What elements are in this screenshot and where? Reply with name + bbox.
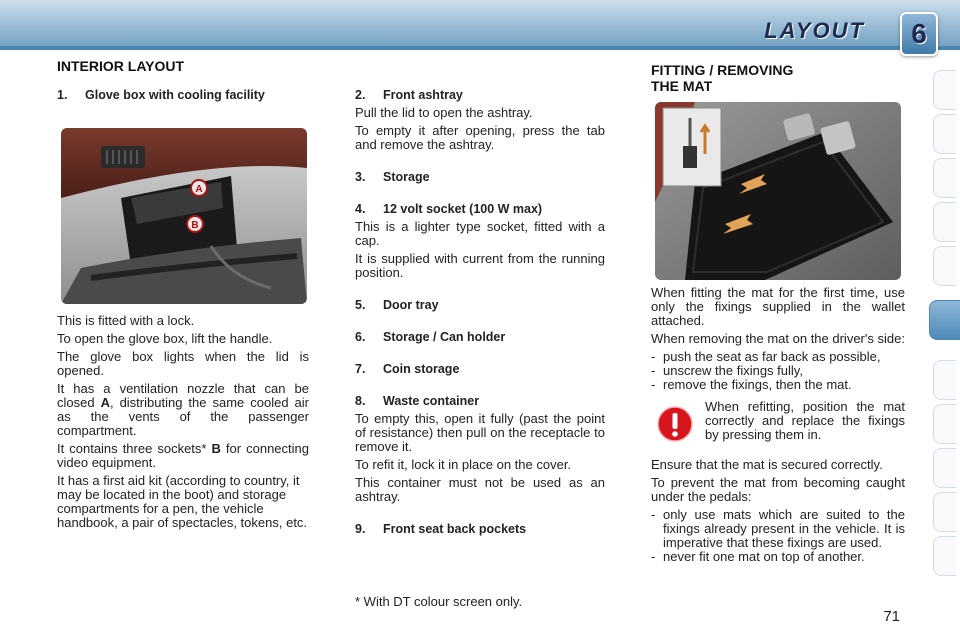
waste-para-no-ashtray: This container must not be used as an ashtray. [355, 475, 605, 504]
item-heading-seat-pockets: 9. Front seat back pockets [355, 522, 527, 536]
pedal-safety-list [651, 508, 905, 564]
column-fitting-mat [651, 62, 905, 568]
side-tab-1[interactable] [933, 70, 956, 110]
socket-para-supply: It is supplied with current from the running position. [355, 251, 605, 280]
page-header [0, 0, 960, 50]
item-heading-door-tray: 5. Door tray [355, 298, 439, 312]
column-interior-layout [57, 58, 309, 534]
warning-icon [657, 406, 693, 442]
side-tab-8[interactable] [933, 404, 956, 444]
item-heading-waste-container: 8. Waste container [355, 394, 480, 408]
list-item: - push the seat as far back as possible, [651, 350, 905, 364]
waste-para-empty: To empty this, open it fully (past the point of resistance) then pull on the receptacle to remove it. [355, 411, 605, 454]
glove-box-para-lock: This is fitted with a lock. [57, 313, 195, 328]
item-number: 1. [57, 88, 68, 102]
ashtray-para-open: Pull the lid to open the ashtray. [355, 105, 533, 120]
side-tab-6-active[interactable] [929, 300, 960, 340]
mat-para-secured: Ensure that the mat is secured correctly. [651, 457, 883, 472]
glove-box-photo [61, 128, 307, 304]
callout-a: A [195, 184, 203, 195]
side-tab-11[interactable] [933, 536, 956, 576]
glove-box-para-open: To open the glove box, lift the handle. [57, 331, 273, 346]
item-heading-glove-box [57, 88, 309, 102]
side-tab-7[interactable] [933, 360, 956, 400]
list-item: - never fit one mat on top of another. [651, 550, 905, 564]
side-tab-4[interactable] [933, 202, 956, 242]
column-storage-items [355, 88, 605, 540]
mat-para-removing: When removing the mat on the driver's side: [651, 331, 905, 346]
chapter-number-badge [900, 12, 938, 56]
mat-para-first-fit: When fitting the mat for the first time, use only the fixings supplied in the wallet attached. [651, 285, 905, 328]
warning-text: When refitting, position the mat correctly and replace the fixings by pressing them in. [705, 399, 905, 442]
floor-mat-illustration [655, 102, 901, 280]
list-item: - unscrew the fixings fully, [651, 364, 905, 378]
glove-box-para-lights: The glove box lights when the lid is opened. [57, 349, 309, 378]
chapter-title: LAYOUT [764, 18, 865, 43]
item-heading-can-holder: 6. Storage / Can holder [355, 330, 506, 344]
glove-box-illustration [61, 128, 307, 304]
header-rule [0, 46, 960, 50]
glove-box-para-sockets: It contains three sockets* B for connecting video equipment. [57, 441, 309, 470]
item-heading-storage: 3. Storage [355, 170, 430, 184]
side-tab-10[interactable] [933, 492, 956, 532]
callout-b: B [191, 220, 199, 231]
glove-box-para-ventilation: It has a ventilation nozzle that can be closed A, distributing the same cooled air as the vents of the passenger compartment. [57, 381, 309, 438]
side-tab-5[interactable] [933, 246, 956, 286]
footnote-dt-screen: * With DT colour screen only. [355, 594, 523, 609]
chapter-number: 6 [911, 18, 927, 49]
floor-mat-photo [655, 102, 901, 280]
list-item: - only use mats which are suited to the fixings already present in the vehicle. It is imperative that these fixings are used. [651, 508, 905, 550]
side-tab-2[interactable] [933, 114, 956, 154]
removal-steps-list [651, 350, 905, 392]
section-title-interior-layout: INTERIOR LAYOUT [57, 58, 185, 74]
glove-box-para-first-aid: It has a first aid kit (according to country, it may be located in the boot) and storage compartments for a pen, the vehicle handbook, a pair of spectacles, tokens, etc. [57, 473, 308, 530]
page-number: 71 [883, 608, 900, 625]
side-tab-9[interactable] [933, 448, 956, 488]
item-title: Glove box with cooling facility [85, 88, 265, 102]
item-heading-12v-socket: 4. 12 volt socket (100 W max) [355, 202, 543, 216]
warning-box [651, 400, 905, 448]
section-title-fitting-mat: FITTING / REMOVING THE MAT [651, 62, 794, 94]
waste-para-refit: To refit it, lock it in place on the cover. [355, 457, 572, 472]
socket-para-type: This is a lighter type socket, fitted with a cap. [355, 219, 605, 248]
item-heading-front-ashtray: 2. Front ashtray [355, 88, 463, 102]
mat-para-prevent: To prevent the mat from becoming caught under the pedals: [651, 475, 905, 504]
side-tab-3[interactable] [933, 158, 956, 198]
ashtray-para-empty: To empty it after opening, press the tab and remove the ashtray. [355, 123, 605, 152]
chapter-side-tabs [926, 60, 960, 580]
item-heading-coin-storage: 7. Coin storage [355, 362, 460, 376]
list-item: - remove the fixings, then the mat. [651, 378, 905, 392]
